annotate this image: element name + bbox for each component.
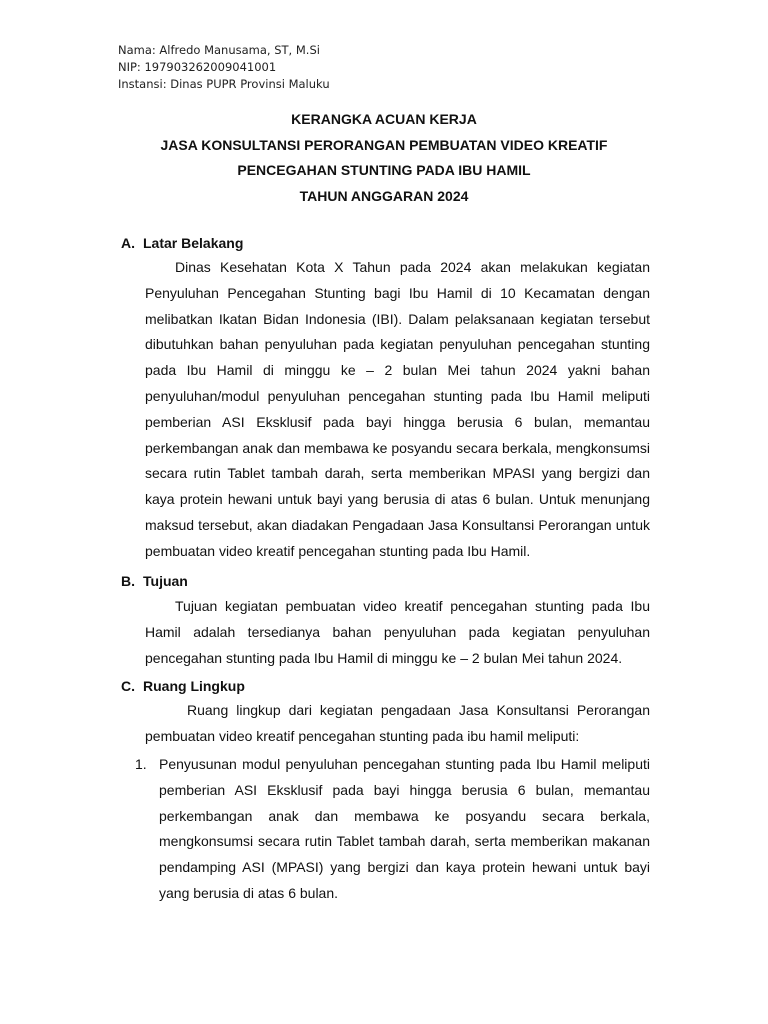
author-nip: NIP: 197903262009041001 bbox=[118, 60, 277, 74]
section-heading-tujuan bbox=[121, 572, 188, 590]
section-letter: A. bbox=[121, 235, 135, 251]
list-item-text: Penyusunan modul penyuluhan pencegahan stunting pada Ibu Hamil meliputi pemberian ASI Eksklusif pada bayi hingga berusia 6 bulan, memantau perkembangan anak dan membawa ke posyandu secara berkala, mengkonsumsi secara rutin Tablet tambah darah, serta memberikan makanan pendamping ASI (MPASI) yang bergizi dan kaya protein hewani untuk bayi yang berusia di atas 6 bulan. bbox=[159, 756, 650, 901]
author-info bbox=[118, 42, 330, 93]
title-line-3: PENCEGAHAN STUNTING PADA IBU HAMIL bbox=[237, 162, 531, 178]
list-item-number: 1. bbox=[135, 756, 147, 772]
list-item bbox=[135, 752, 650, 907]
section-body-ruang-lingkup: Ruang lingkup dari kegiatan pengadaan Jasa Konsultansi Perorangan pembuatan video kreatif pencegahan stunting pada ibu hamil meliputi: bbox=[145, 702, 650, 744]
title-line-2: JASA KONSULTANSI PERORANGAN PEMBUATAN VIDEO KREATIF bbox=[160, 136, 608, 153]
section-heading-ruang-lingkup bbox=[121, 677, 245, 695]
document-title bbox=[0, 107, 768, 209]
section-title: Latar Belakang bbox=[143, 235, 244, 251]
scope-list bbox=[135, 752, 650, 907]
section-letter: C. bbox=[121, 678, 135, 694]
section-heading-latar-belakang bbox=[121, 234, 243, 252]
author-name: Nama: Alfredo Manusama, ST, M.Si bbox=[118, 43, 320, 57]
title-line-1: KERANGKA ACUAN KERJA bbox=[291, 111, 477, 127]
section-body-tujuan: Tujuan kegiatan pembuatan video kreatif pencegahan stunting pada Ibu Hamil adalah tersedianya bahan penyuluhan pada kegiatan penyuluhan pencegahan stunting pada Ibu Hamil di minggu ke – 2 bulan Mei tahun 2024. bbox=[145, 598, 650, 666]
section-letter: B. bbox=[121, 573, 135, 589]
author-agency: Instansi: Dinas PUPR Provinsi Maluku bbox=[118, 77, 330, 91]
section-title: Ruang Lingkup bbox=[143, 678, 245, 694]
title-line-4: TAHUN ANGGARAN 2024 bbox=[299, 187, 469, 204]
section-title: Tujuan bbox=[143, 573, 188, 589]
section-body-latar-belakang: Dinas Kesehatan Kota X Tahun pada 2024 akan melakukan kegiatan Penyuluhan Pencegahan Stunting bagi Ibu Hamil di 10 Kecamatan dengan melibatkan Ikatan Bidan Indonesia (IBI). Dalam pelaksanaan kegiatan tersebut dibutuhkan bahan penyuluhan pada kegiatan penyuluhan pencegahan stunting pada Ibu Hamil di minggu ke – 2 bulan Mei tahun 2024 yakni bahan penyuluhan/modul penyuluhan pencegahan stunting pada Ibu Hamil meliputi pemberian ASI Eksklusif pada bayi hingga berusia 6 bulan, memantau perkembangan anak dan membawa ke posyandu secara berkala, mengkonsumsi secara rutin Tablet tambah darah, serta memberikan MPASI yang bergizi dan kaya protein hewani untuk bayi yang berusia di atas 6 bulan. Untuk menunjang maksud tersebut, akan diadakan Pengadaan Jasa Konsultansi Perorangan untuk pembuatan video kreatif pencegahan stunting pada Ibu Hamil. bbox=[145, 259, 650, 559]
